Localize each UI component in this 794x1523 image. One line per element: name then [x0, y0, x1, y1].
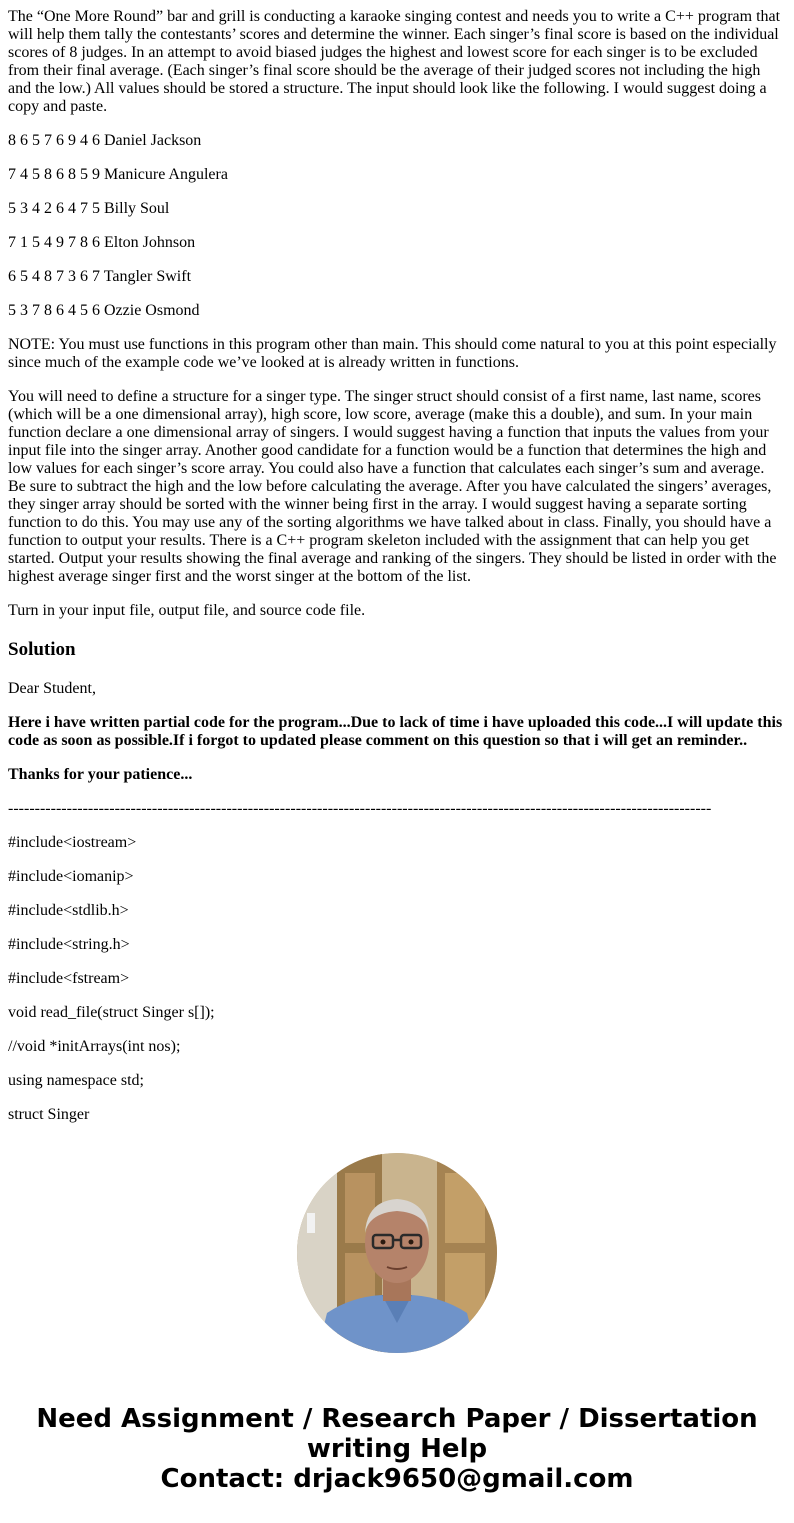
- code-line: #include<stdlib.h>: [8, 902, 129, 919]
- separator-line: ------------------------------------------------------------------------------------------------------------------------------------: [8, 800, 712, 817]
- avatar-portrait-icon: [297, 1153, 497, 1353]
- banner-contact: Contact: drjack9650@gmail.com: [160, 1464, 634, 1494]
- question-details: You will need to define a structure for a singer type. The singer struct should consist of a first name, last name, scores (which will be a one dimensional array), high score, low score, average (make this a double), and sum. In your main function declare a one dimensional array of singers. I would suggest having a function that inputs the values from your input file into the singer array. Another good candidate for a function would be a function that determines the high and low values for each singer’s score array. You could also have a function that calculates each singer’s sum and average. Be sure to subtract the high and the low before calculating the average. After you have calculated the singers’ averages, they singer array should be sorted with the winner being first in the array. I would suggest having a separate sorting function to do this. You may use any of the sorting algorithms we have talked about in class. Finally, you should have a function to output your results. There is a C++ program skeleton included with the assignment that can help you get started. Output your results showing the final average and ranking of the singers. They should be listed in order with the highest average singer first and the worst singer at the bottom of the list.: [8, 388, 777, 585]
- code-line: #include<fstream>: [8, 970, 130, 987]
- question-turn-in: Turn in your input file, output file, and source code file.: [8, 602, 366, 619]
- code-line: #include<iomanip>: [8, 868, 134, 885]
- contact-banner: [0, 1404, 794, 1494]
- author-avatar: [297, 1153, 497, 1353]
- input-line: 5 3 4 2 6 4 7 5 Billy Soul: [8, 200, 170, 217]
- code-line: #include<string.h>: [8, 936, 130, 953]
- document-body: [8, 8, 786, 1140]
- question-note: NOTE: You must use functions in this program other than main. This should come natural to you at this point especially since much of the example code we’ve looked at is already written in functions.: [8, 336, 777, 371]
- input-line: 7 4 5 8 6 8 5 9 Manicure Angulera: [8, 166, 228, 183]
- question-intro: The “One More Round” bar and grill is conducting a karaoke singing contest and needs you to write a C++ program that will help them tally the contestants’ scores and determine the winner. Each singer’s final score is based on the individual scores of 8 judges. In an attempt to avoid biased judges the highest and lowest score for each singer is to be excluded from their final average. (Each singer’s final score should be the average of their judged scores not including the high and the low.) All values should be stored a structure. The input should look like the following. I would suggest doing a copy and paste.: [8, 8, 781, 115]
- code-line: #include<iostream>: [8, 834, 137, 851]
- input-line: 6 5 4 8 7 3 6 7 Tangler Swift: [8, 268, 192, 285]
- input-line: 5 3 7 8 6 4 5 6 Ozzie Osmond: [8, 302, 200, 319]
- code-line: struct Singer: [8, 1106, 90, 1123]
- solution-bold-note: Here i have written partial code for the program...Due to lack of time i have uploaded this code...I will update this code as soon as possible.If i forgot to updated please comment on this question so that i will get an reminder..: [8, 714, 783, 749]
- solution-thanks: Thanks for your patience...: [8, 766, 193, 783]
- code-line: void read_file(struct Singer s[]);: [8, 1004, 215, 1021]
- code-line: //void *initArrays(int nos);: [8, 1038, 181, 1055]
- input-line: 7 1 5 4 9 7 8 6 Elton Johnson: [8, 234, 196, 251]
- solution-greeting: Dear Student,: [8, 680, 96, 697]
- banner-headline: Need Assignment / Research Paper / Dissertation writing Help: [36, 1404, 758, 1464]
- input-line: 8 6 5 7 6 9 4 6 Daniel Jackson: [8, 132, 202, 149]
- solution-heading: Solution: [8, 639, 76, 660]
- code-line: using namespace std;: [8, 1072, 144, 1089]
